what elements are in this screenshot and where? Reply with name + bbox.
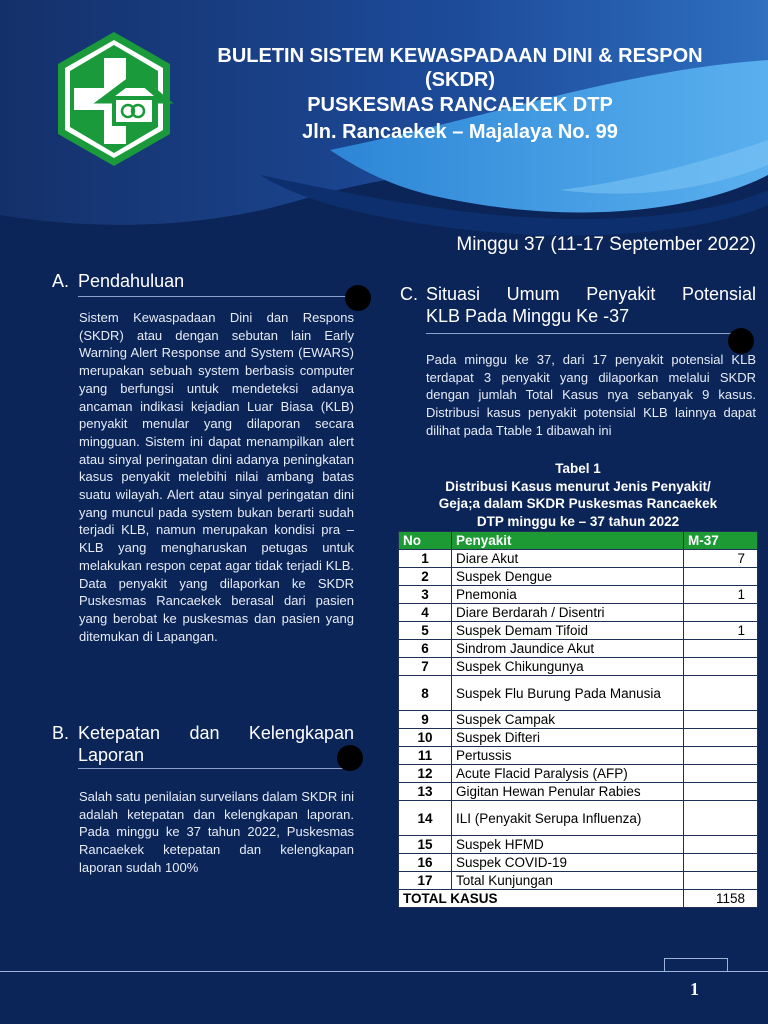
table-row xyxy=(399,711,758,729)
section-c-divider xyxy=(426,333,736,334)
row-number: 8 xyxy=(399,676,452,711)
row-number: 10 xyxy=(399,729,452,747)
table-caption-label: Tabel 1 xyxy=(555,461,601,476)
disease-name: Suspek Campak xyxy=(452,711,684,729)
disease-name: Diare Akut xyxy=(452,550,684,568)
table-row xyxy=(399,640,758,658)
table-caption-line3: Geja;a dalam SKDR Puskesmas Rancaekek xyxy=(438,496,718,511)
row-number: 15 xyxy=(399,836,452,854)
table-row xyxy=(399,622,758,640)
puskesmas-address: Jln. Rancaekek – Majalaya No. 99 xyxy=(302,121,618,143)
week-label: Minggu 37 (11-17 September 2022) xyxy=(456,234,756,255)
disease-name: Pertussis xyxy=(452,747,684,765)
table-row xyxy=(399,765,758,783)
section-a-bullet-dot xyxy=(345,285,371,311)
section-b-heading-row xyxy=(52,722,354,744)
puskesmas-logo xyxy=(54,30,174,170)
table-row xyxy=(399,729,758,747)
section-b-heading-line2: Laporan xyxy=(78,745,145,765)
table-row xyxy=(399,747,758,765)
table-row xyxy=(399,872,758,890)
disease-name: Suspek Chikungunya xyxy=(452,658,684,676)
section-a-body: Sistem Kewaspadaan Dini dan Respons (SKDR) atau dengan sebutan lain Early Warning Alert Response and System (EWARS) merupakan sebuah system berbasis computer yang berfungsi untuk mendeteksi adanya ancaman indikasi kejadian Luar Biasa (KLB) penyakit menular yang dilaporan secara mingguan. Sistem ini dapat menampilkan alert atau sinyal peringatan dini adanya peningkatan kasus penyakit melebihi nilai ambang batas suatu wilayah. Alert atau sinyal peringatan dini yang muncul pada system bukan berarti sudah terjadi KLB, namun merupakan kondisi pra – KLB yang mengharuskan petugas untuk melakukan respon cepat agar tidak terjadi KLB. Data penyakit yang dilaporkan ke SKDR Puskesmas Rancaekek berasal dari pasien yang berobat ke puskesmas dan pasien yang ditemukan di Lapangan. xyxy=(79,310,354,644)
row-number: 4 xyxy=(399,604,452,622)
section-a-label: A. xyxy=(52,271,70,291)
disease-name: Acute Flacid Paralysis (AFP) xyxy=(452,765,684,783)
row-number: 17 xyxy=(399,872,452,890)
row-number: 13 xyxy=(399,783,452,801)
section-c-heading-line1: Situasi Umum Penyakit Potensial xyxy=(426,284,756,304)
case-count xyxy=(684,568,758,586)
case-count xyxy=(684,640,758,658)
table-row xyxy=(399,568,758,586)
case-count xyxy=(684,658,758,676)
bulletin-header xyxy=(175,44,745,146)
footer-line xyxy=(0,971,768,972)
section-b-title xyxy=(52,722,354,766)
section-b-heading-line1: Ketepatan dan Kelengkapan xyxy=(78,723,354,743)
case-count xyxy=(684,676,758,711)
case-count: 1 xyxy=(684,586,758,604)
table-caption-line2: Distribusi Kasus menurut Jenis Penyakit/ xyxy=(445,478,711,494)
disease-name: Suspek COVID-19 xyxy=(452,854,684,872)
disease-name: Pnemonia xyxy=(452,586,684,604)
table-row xyxy=(399,550,758,568)
case-count xyxy=(684,783,758,801)
row-number: 2 xyxy=(399,568,452,586)
case-count xyxy=(684,836,758,854)
row-number: 5 xyxy=(399,622,452,640)
disease-name: Sindrom Jaundice Akut xyxy=(452,640,684,658)
disease-name: Diare Berdarah / Disentri xyxy=(452,604,684,622)
row-number: 16 xyxy=(399,854,452,872)
table-total-row xyxy=(399,890,758,908)
section-c-heading-row xyxy=(400,283,756,305)
table-row xyxy=(399,658,758,676)
case-count xyxy=(684,765,758,783)
table-row xyxy=(399,801,758,836)
row-number: 9 xyxy=(399,711,452,729)
row-number: 14 xyxy=(399,801,452,836)
table-caption xyxy=(400,460,756,530)
disease-name: Suspek Dengue xyxy=(452,568,684,586)
col-header-no: No xyxy=(399,532,452,550)
disease-name: Total Kunjungan xyxy=(452,872,684,890)
section-a-divider xyxy=(78,296,353,297)
case-count xyxy=(684,604,758,622)
section-c-body: Pada minggu ke 37, dari 17 penyakit potensial KLB terdapat 3 penyakit yang dilaporkan melalui SKDR dengan jumlah Total Kasus nya sebanyak 9 kasus. Distribusi kasus penyakit potensial KLB lainnya dapat dilihat pada Ttable 1 dibawah ini xyxy=(426,352,756,438)
bulletin-title: BULETIN SISTEM KEWASPADAAN DINI & RESPON xyxy=(217,45,703,67)
section-b-bullet-dot xyxy=(337,745,363,771)
disease-name: Gigitan Hewan Penular Rabies xyxy=(452,783,684,801)
case-count xyxy=(684,729,758,747)
row-number: 7 xyxy=(399,658,452,676)
table-row xyxy=(399,783,758,801)
table-row xyxy=(399,586,758,604)
case-count xyxy=(684,872,758,890)
section-c-title xyxy=(400,283,756,327)
row-number: 3 xyxy=(399,586,452,604)
table-row xyxy=(399,836,758,854)
section-c-heading-line2: KLB Pada Minggu Ke -37 xyxy=(426,306,630,326)
case-count xyxy=(684,747,758,765)
footer-tab xyxy=(664,958,728,972)
section-b-body: Salah satu penilaian surveilans dalam SKDR ini adalah ketepatan dan kelengkapan laporan. Pada minggu ke 37 tahun 2022, Puskesmas Rancaekek ketepatan dan kelengkapan laporan sudah 100% xyxy=(79,789,354,875)
table-row xyxy=(399,854,758,872)
puskesmas-name: PUSKESMAS RANCAEKEK DTP xyxy=(307,94,613,116)
case-count xyxy=(684,711,758,729)
disease-table xyxy=(398,531,758,908)
disease-name: Suspek Difteri xyxy=(452,729,684,747)
table-caption-line4: DTP minggu ke – 37 tahun 2022 xyxy=(476,513,680,529)
section-b-divider xyxy=(78,768,343,769)
disease-name: Suspek Demam Tifoid xyxy=(452,622,684,640)
case-count xyxy=(684,801,758,836)
col-header-m37: M-37 xyxy=(684,532,758,550)
disease-name: ILI (Penyakit Serupa Influenza) xyxy=(452,801,684,836)
table-body xyxy=(399,550,758,890)
section-c-label: C. xyxy=(400,284,418,304)
total-label: TOTAL KASUS xyxy=(399,890,684,908)
disease-name: Suspek HFMD xyxy=(452,836,684,854)
row-number: 6 xyxy=(399,640,452,658)
disease-name: Suspek Flu Burung Pada Manusia xyxy=(452,676,684,711)
case-count xyxy=(684,854,758,872)
section-a-title xyxy=(52,270,184,292)
table-row xyxy=(399,676,758,711)
case-count: 7 xyxy=(684,550,758,568)
page-number: 1 xyxy=(690,979,699,999)
total-value: 1158 xyxy=(684,890,758,908)
case-count: 1 xyxy=(684,622,758,640)
section-b-label: B. xyxy=(52,723,70,743)
bulletin-subtitle: (SKDR) xyxy=(425,69,495,91)
table-row xyxy=(399,604,758,622)
col-header-penyakit: Penyakit xyxy=(452,532,684,550)
table-header-row xyxy=(399,532,758,550)
row-number: 12 xyxy=(399,765,452,783)
row-number: 11 xyxy=(399,747,452,765)
row-number: 1 xyxy=(399,550,452,568)
section-a-heading: Pendahuluan xyxy=(78,271,185,291)
